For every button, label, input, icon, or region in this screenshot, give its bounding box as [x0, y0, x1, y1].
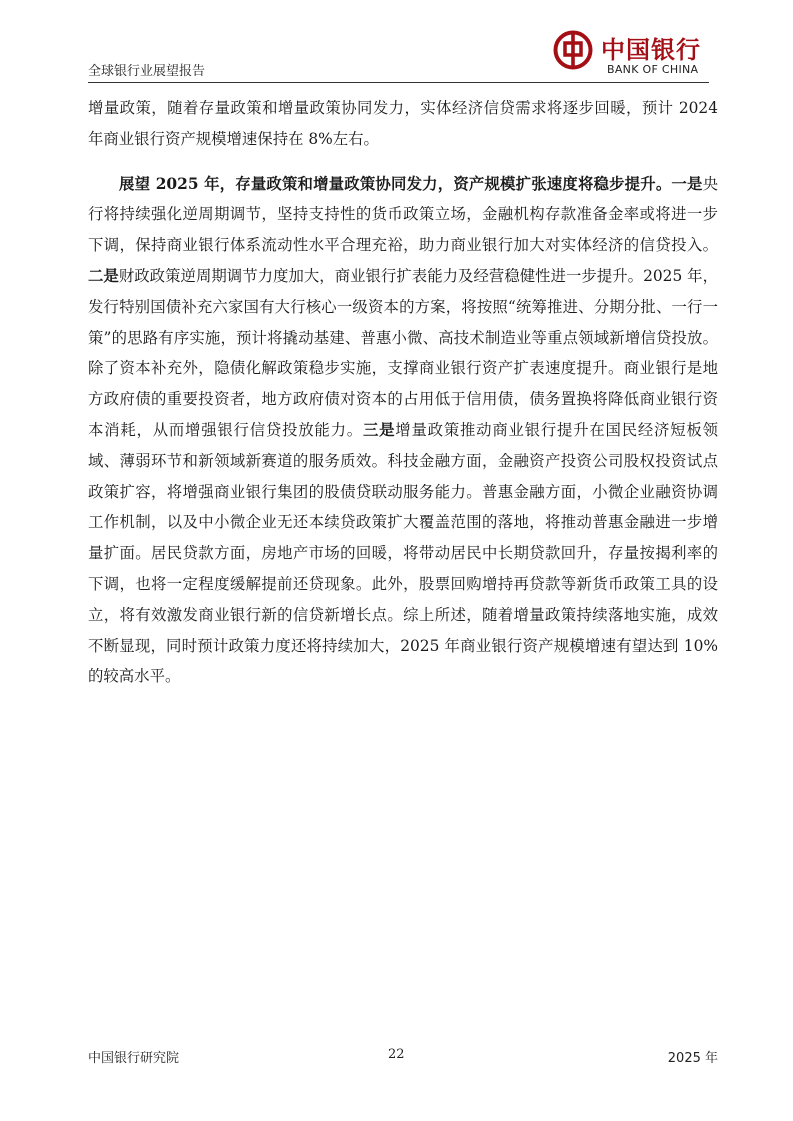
point-text-2: 财政政策逆周期调节力度加大，商业银行扩表能力及经营稳健性进一步提升。2025 年，发行特别国债补充六家国有大行核心一级资本的方案，将按照“统筹推进、分期分批、一行一策”的思路有序实施，预计将撬动基建、普惠小微、高技术制造业等重点领域新增信贷投放。除了资本补充外，隐债化解政策稳步实施，支撑商业银行资产扩表速度提升。商业银行是地方政府债的重要投资者，地方政府债对资本的占用低于信用债，债务置换将降低商业银行资本消耗，从而增强银行信贷投放能力。 [88, 266, 718, 439]
point-marker-2: 二是 [88, 266, 119, 285]
page-header [88, 0, 709, 83]
point-text-1: 央行将持续强化逆周期调节，坚持支持性的货币政策立场，金融机构存款准备金率或将进一步下调，保持商业银行体系流动性水平合理充裕，助力商业银行加大对实体经济的信贷投入。 [88, 174, 718, 255]
header-divider [88, 82, 709, 83]
paragraph-1: 增量政策，随着存量政策和增量政策协同发力，实体经济信贷需求将逐步回暖，预计 2024 年商业银行资产规模增速保持在 8%左右。 [88, 99, 718, 148]
paragraph-2 [88, 169, 718, 693]
bank-logo [553, 30, 709, 80]
footer-org: 中国银行研究院 [88, 1051, 180, 1066]
report-title: 全球银行业展望报告 [88, 64, 206, 79]
page-number: 22 [388, 1047, 405, 1062]
footer-year: 2025 年 [667, 1051, 718, 1066]
logo-name-en: BANK OF CHINA [607, 63, 699, 76]
point-text-3: 增量政策推动商业银行提升在国民经济短板领域、薄弱环节和新领域新赛道的服务质效。科技金融方面，金融资产投资公司股权投资试点政策扩容，将增强商业银行集团的股债贷联动服务能力。普惠金融方面，小微企业融资协调工作机制，以及中小微企业无还本续贷政策扩大覆盖范围的落地，将推动普惠金融进一步增量扩面。居民贷款方面，房地产市场的回暖，将带动居民中长期贷款回升，存量按揭利率的下调，也将一定程度缓解提前还贷现象。此外，股票回购增持再贷款等新货币政策工具的设立，将有效激发商业银行新的信贷新增长点。综上所述，随着增量政策持续落地实施，成效不断显现，同时预计政策力度还将持续加大，2025 年商业银行资产规模增速有望达到 10%的较高水平。 [88, 420, 718, 686]
point-marker-3: 三是 [362, 420, 396, 439]
logo-name-cn: 中国银行 [601, 35, 701, 64]
paragraph-2-lead: 展望 2025 年，存量政策和增量政策协同发力，资产规模扩张速度将稳步提升。 [119, 174, 672, 193]
bank-of-china-logo-icon [553, 30, 593, 70]
report-body [88, 93, 718, 692]
point-marker-1: 一是 [671, 174, 703, 193]
page-footer [88, 1047, 718, 1067]
